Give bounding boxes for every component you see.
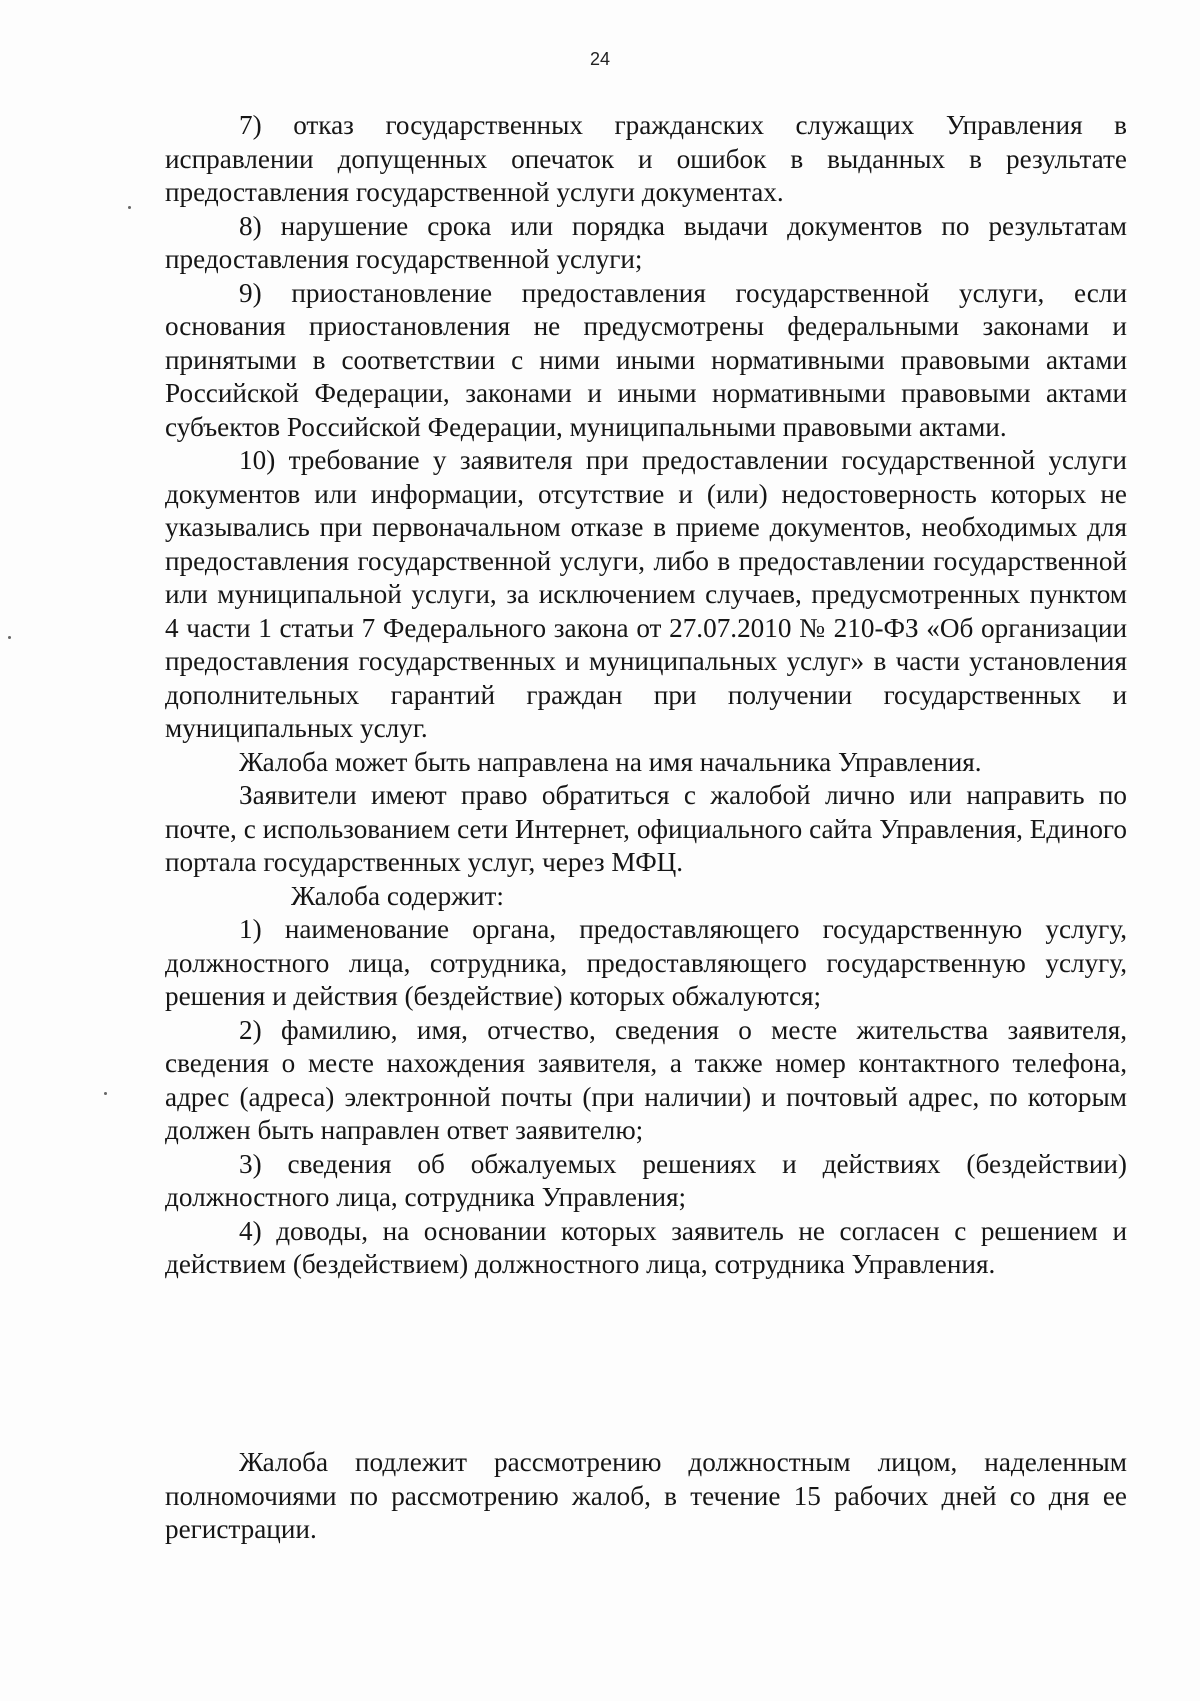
paragraph-contents-2: 2) фамилию, имя, отчество, сведения о месте жительства заявителя, сведения о месте нахождения заявителя, а также номер контактного телефона, адрес (адреса) электронной почты (при наличии) и почтовый адрес, по которым должен быть направлен ответ заявителю; (165, 1014, 1127, 1145)
paragraph-item-10: 10) требование у заявителя при предоставлении государственной услуги документов или информации, отсутствие и (или) недостоверность которых не указывались при первоначальном отказе в приеме документов, необходимых для предоставления государственной услуги, либо в предоставлении государственной или муниципальной услуги, за исключением случаев, предусмотренных пунктом 4 части 1 статьи 7 Федерального закона от 27.07.2010 № 210-ФЗ «Об организации предоставления государственных и муниципальных услуг» в части установления дополнительных гарантий граждан при получении государственных и муниципальных услуг. (165, 445, 1127, 743)
paragraph-complaint-methods: Заявители имеют право обратиться с жалобой лично или направить по почте, с использованием сети Интернет, официального сайта Управления, Единого портала государственных услуг, через МФЦ. (165, 780, 1127, 877)
paragraph-contents-1: 1) наименование органа, предоставляющего государственную услугу, должностного лица, сотрудника, предоставляющего государственную услугу, решения и действия (бездействие) которых обжалуются; (165, 914, 1127, 1011)
document-body (165, 109, 1127, 1282)
page-number: 24 (589, 49, 611, 69)
scan-speck (104, 1092, 107, 1095)
paragraph-complaint-contents-heading: Жалоба содержит: (291, 880, 504, 911)
closing-block (165, 1446, 1127, 1547)
paragraph-item-7: 7) отказ государственных гражданских служащих Управления в исправлении допущенных опечаток и ошибок в выданных в результате предоставления государственной услуги документах. (165, 110, 1127, 207)
paragraph-item-9: 9) приостановление предоставления государственной услуги, если основания приостановления не предусмотрены федеральными законами и принятыми в соответствии с ними иными нормативными правовыми актами Российской Федерации, законами и иными нормативными правовыми актами субъектов Российской Федерации, муниципальными правовыми актами. (165, 277, 1127, 442)
scan-speck (8, 636, 11, 639)
paragraph-contents-4: 4) доводы, на основании которых заявитель не согласен с решением и действием (бездействием) должностного лица, сотрудника Управления. (165, 1215, 1127, 1279)
paragraph-review-period: Жалоба подлежит рассмотрению должностным лицом, наделенным полномочиями по рассмотрению жалоб, в течение 15 рабочих дней со дня ее регистрации. (165, 1447, 1127, 1544)
scan-speck (128, 206, 131, 209)
paragraph-complaint-addressee: Жалоба может быть направлена на имя начальника Управления. (239, 746, 982, 777)
paragraph-contents-3: 3) сведения об обжалуемых решениях и действиях (бездействии) должностного лица, сотрудника Управления; (165, 1148, 1127, 1212)
paragraph-item-8: 8) нарушение срока или порядка выдачи документов по результатам предоставления государственной услуги; (165, 210, 1127, 274)
